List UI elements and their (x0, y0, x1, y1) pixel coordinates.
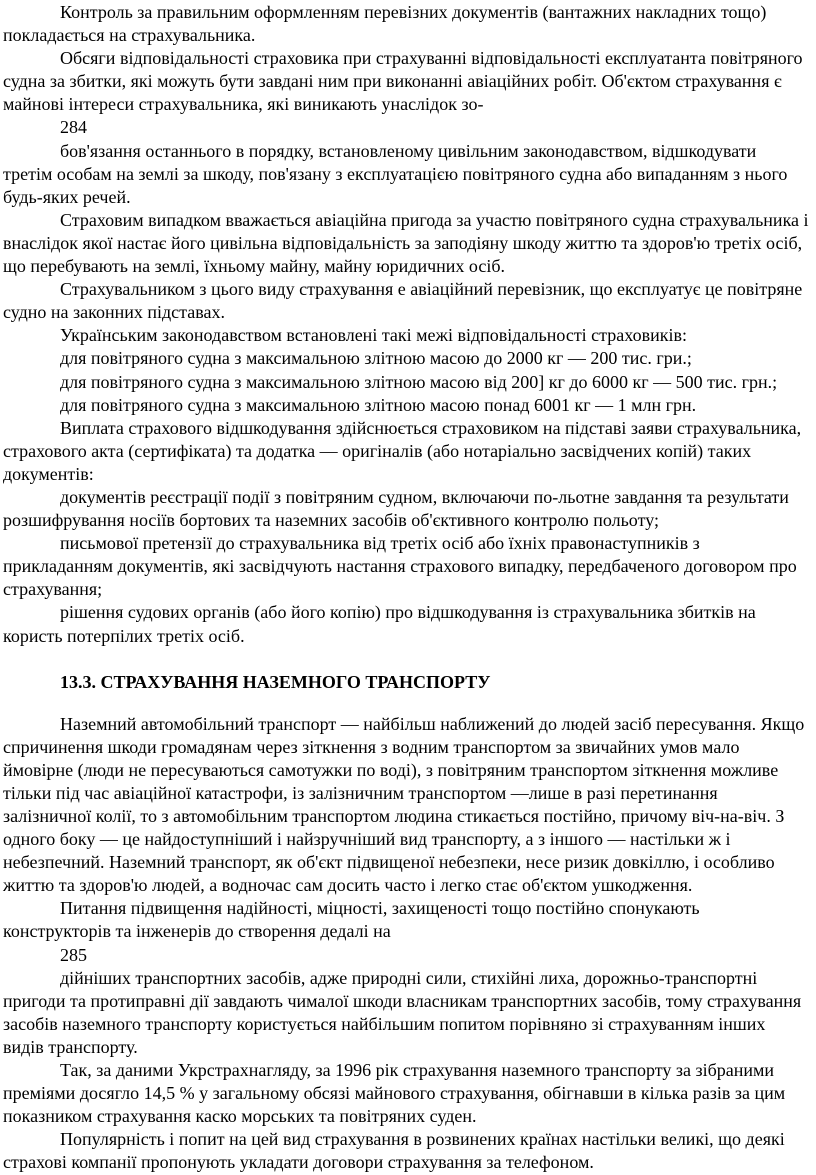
paragraph: Страхувальником з цього виду страхування е авіаційний перевізник, що експлуатує це повітряне судно на законних підставах. (3, 279, 803, 323)
paragraph: Так, за даними Укрстрахнагляду, за 1996 рік страхування наземного транспорту за зібраними преміями досягло 14,5 % у загальному обсязі майнового страхування, обігнавши в кілька разів за цим показником страхування каско морських та повітряних суден. (3, 1060, 786, 1127)
paragraph: бов'язання останнього в порядку, встановленому цивільним законодавством, відшкодувати третім особам на землі за шкоду, пов'язану з експлуатацією повітряного судна або випаданням з нього будь-яких речей. (3, 140, 788, 207)
paragraph: Контроль за правильним оформленням перевізних документів (вантажних накладних тощо) покладається на страхувальника. (3, 2, 767, 46)
list-item: письмової претензії до страхувальника від третіх осіб або їхніх правонаступників з прикладанням документів, які засвідчують настання страхового випадку, передбаченого договором про страхування; (3, 533, 797, 600)
paragraph: Наземний автомобільний транспорт — найбільш наближений до людей засіб пересування. Якщо спричинення шкоди громадянам через зіткнення з водним транспортом за звичайних умов мало ймовірне (люди не пересуваються самотужки по воді), з повітряним транспортом зіткнення можливе тільки під час авіаційної катастрофи, із залізничним транспортом —лише в разі перетинання залізничної колії, то з автомобільним транспортом людина стикається постійно, причому віч-на-віч. З одного боку — це найдоступніший і найзручніший вид транспорту, а з іншого — настільки ж і небезпечний. Наземний транспорт, як об'єкт підвищеної небезпеки, несе ризик довкіллю, і особливо життю та здоров'ю людей, а водночас сам досить часто і легко стає об'єктом ушкодження. (3, 713, 805, 896)
paragraph: Страховим випадком вважається авіаційна пригода за участю повітряного судна страхувальника і внаслідок якої настає його цивільна відповідальність за заподіяну шкоду життю та здоров'ю третіх осіб, що перебувають на землі, їхньому майну, майну юридичних осіб. (3, 209, 809, 277)
section-heading: 13.3. СТРАХУВАННЯ НАЗЕМНОГО ТРАНСПОРТУ (60, 671, 491, 692)
paragraph: Українським законодавством встановлені такі межі відповідальності страховиків: (60, 325, 687, 346)
paragraph: дійніших транспортних засобів, адже природні сили, стихійні лиха, дорожньо-транспортні пригоди та протиправні дії завдають чималої шкоди власникам транспортних засобів, тому страхування засобів наземного транспорту користується найбільшим попитом порівняно зі страхуванням інших видів транспорту. (3, 967, 802, 1057)
list-item: для повітряного судна з максимальною злітною масою понад 6001 кг — 1 млн грн. (60, 394, 697, 415)
page-number: 284 (60, 117, 87, 138)
paragraph: Питання підвищення надійності, міцності, захищеності тощо постійно спонукають конструкторів та інженерів до створення дедалі на (3, 898, 700, 942)
paragraph: Обсяги відповідальності страховика при страхуванні відповідальності експлуатанта повітряного судна за збитки, які можуть бути завдані ним при виконанні авіаційних робіт. Об'єктом страхування є майнові інтереси страхувальника, які виникають унаслідок зо- (3, 48, 803, 115)
list-item: для повітряного судна з максимальною злітною масою до 2000 кг — 200 тис. гри.; (60, 348, 692, 369)
list-item: рішення судових органів (або його копію) про відшкодування із страхувальника збитків на користь потерпілих третіх осіб. (3, 602, 756, 646)
paragraph: Популярність і попит на цей вид страхування в розвинених країнах настільки великі, що деякі страхові компанії пропонують укладати договори страхування за телефоном. (3, 1129, 785, 1173)
list-item: документів реєстрації події з повітряним судном, включаючи по-льотне завдання та результати розшифрування носіїв бортових та наземних засобів об'єктивного контролю польоту; (3, 486, 789, 531)
paragraph: Виплата страхового відшкодування здійснюється страховиком на підставі заяви страхувальника, страхового акта (сертифіката) та додатка — оригіналів (або нотаріально засвідчених копій) таких документів: (3, 417, 802, 484)
page-number: 285 (60, 944, 87, 965)
list-item: для повітряного судна з максимальною злітною масою від 200] кг до 6000 кг — 500 тис. грн.; (60, 371, 778, 392)
